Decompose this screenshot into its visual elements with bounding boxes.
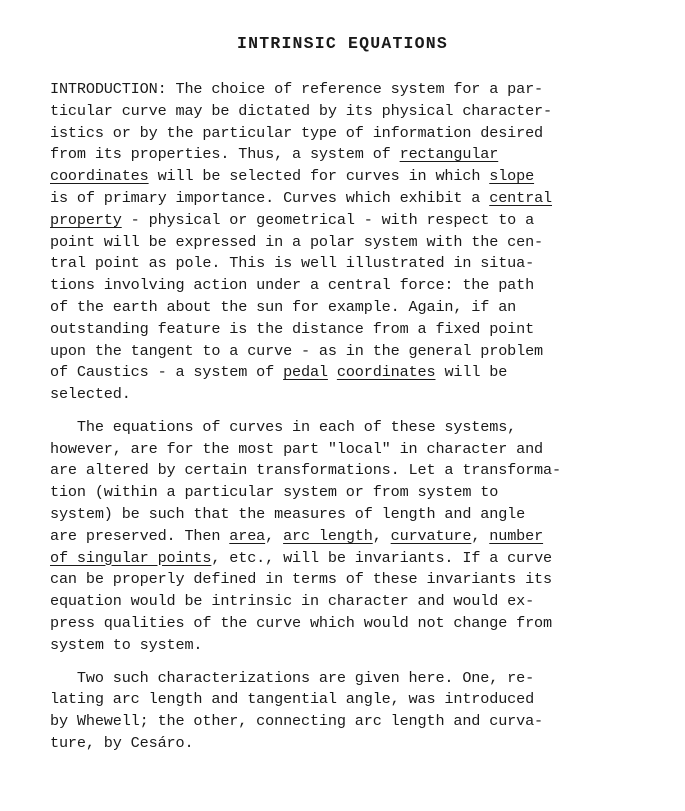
text-run: are preserved. Then [50, 526, 230, 545]
underlined-term: pedal [283, 363, 328, 382]
text-run: will be [435, 363, 508, 382]
text-line [50, 460, 670, 482]
text-line [50, 253, 670, 275]
text-line [50, 569, 670, 591]
text-line [50, 384, 670, 406]
document-title: INTRINSIC EQUATIONS [237, 34, 448, 53]
text-run: istics or by the particular type of information desired [50, 123, 544, 142]
text-run: upon the tangent to a curve - as in the general problem [50, 341, 544, 360]
text-run: , [372, 526, 391, 545]
text-line [50, 275, 670, 297]
text-run: , etc., will be invariants. If a curve [211, 548, 552, 567]
text-run: selected. [50, 385, 131, 404]
text-line [50, 504, 670, 526]
text-line [50, 232, 670, 254]
text-line [50, 591, 670, 613]
text-line [50, 297, 670, 319]
text-run: of Caustics - a system of [50, 363, 284, 382]
text-run: tions involving action under a central force: the path [50, 276, 535, 295]
text-run: are altered by certain transformations. Let a transforma- [50, 461, 561, 480]
paragraph-gap [50, 657, 670, 668]
text-run: The equations of curves in each of these systems, [50, 417, 517, 436]
text-run: - physical or geometrical - with respect to a [121, 210, 535, 229]
text-line [50, 341, 670, 363]
text-run: ticular curve may be dictated by its physical character- [50, 101, 552, 120]
text-run: is of primary importance. Curves which exhibit a [50, 188, 490, 207]
paragraph [50, 668, 670, 755]
underlined-term: of singular points [50, 548, 212, 567]
text-line [50, 668, 670, 690]
underlined-term: rectangular [399, 145, 499, 164]
text-run: lating arc length and tangential angle, was introduced [50, 690, 535, 709]
text-line [50, 689, 670, 711]
text-run: equation would be intrinsic in character and would ex- [50, 592, 535, 611]
underlined-term: arc length [283, 526, 373, 545]
document-body [50, 79, 670, 755]
text-line [50, 733, 670, 755]
text-run: outstanding feature is the distance from a fixed point [50, 319, 535, 338]
text-line [50, 526, 670, 548]
text-line [50, 319, 670, 341]
text-run: will be selected for curves in which [148, 167, 490, 186]
text-run: ture, by Cesáro. [50, 733, 194, 752]
text-run: , [471, 526, 490, 545]
text-line [50, 79, 670, 101]
text-run: from its properties. Thus, a system of [50, 145, 400, 164]
paragraph [50, 79, 670, 406]
text-line [50, 188, 670, 210]
text-run [328, 363, 337, 381]
text-run: however, are for the most part "local" in character and [50, 439, 544, 458]
underlined-term: property [50, 210, 122, 229]
text-run: of the earth about the sun for example. Again, if an [50, 297, 517, 316]
text-run: point will be expressed in a polar system with the cen- [50, 232, 544, 251]
text-line [50, 362, 670, 384]
text-line [50, 548, 670, 570]
text-run: , [265, 526, 284, 545]
underlined-term: number [489, 526, 544, 545]
text-run: tral point as pole. This is well illustrated in situa- [50, 254, 535, 273]
text-run: INTRODUCTION: The choice of reference system for a par- [50, 80, 544, 98]
underlined-term: curvature [390, 526, 472, 545]
text-line [50, 417, 670, 439]
text-run: system) be such that the measures of length and angle [50, 505, 526, 524]
text-run: press qualities of the curve which would not change from [50, 614, 552, 633]
underlined-term: coordinates [50, 167, 149, 186]
text-run: tion (within a particular system or from system to [50, 483, 499, 502]
text-line [50, 613, 670, 635]
underlined-term: coordinates [336, 363, 436, 382]
paragraph [50, 417, 670, 657]
text-line [50, 166, 670, 188]
text-line [50, 101, 670, 123]
text-run: system to system. [50, 635, 203, 654]
text-line [50, 144, 670, 166]
text-line [50, 482, 670, 504]
text-run: can be properly defined in terms of these invariants its [50, 570, 552, 589]
text-line [50, 635, 670, 657]
paragraph-gap [50, 406, 670, 417]
text-run: by Whewell; the other, connecting arc length and curva- [50, 712, 544, 731]
text-line [50, 123, 670, 145]
underlined-term: area [229, 526, 266, 545]
text-line [50, 439, 670, 461]
text-line [50, 711, 670, 733]
underlined-term: slope [489, 167, 535, 186]
underlined-term: central [489, 188, 552, 207]
text-run: Two such characterizations are given here. One, re- [50, 668, 535, 687]
text-line [50, 210, 670, 232]
